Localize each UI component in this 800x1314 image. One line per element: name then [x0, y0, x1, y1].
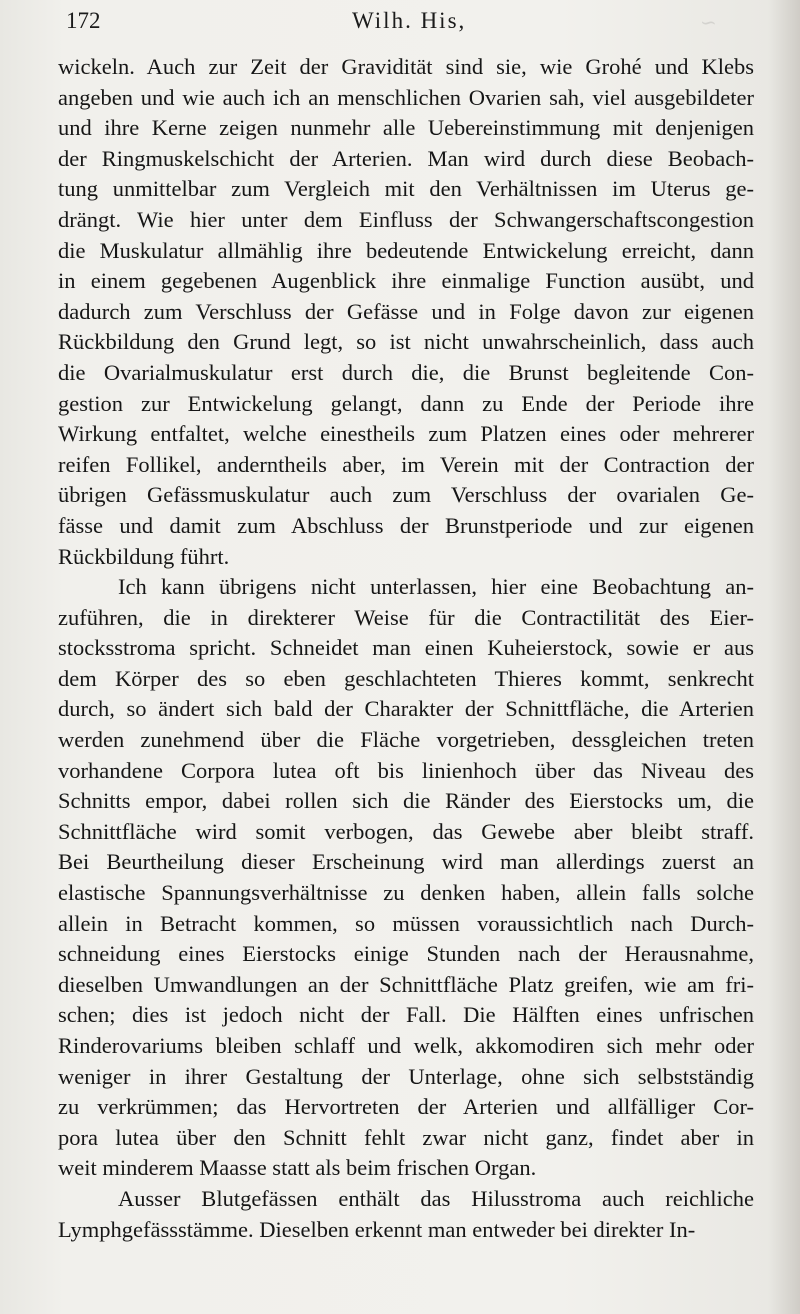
text-line: schneidung eines Eierstocks einige Stunden nach der Herausnahme,: [58, 941, 754, 967]
text-line: Ich kann übrigens nicht unterlassen, hier eine Beobachtung an-: [118, 574, 754, 600]
text-line: die Muskulatur allmählig ihre bedeutende Entwickelung erreicht, dann: [58, 237, 754, 263]
running-header: [66, 8, 760, 38]
text-line: der Ringmuskelschicht der Arterien. Man wird durch diese Beobach-: [58, 145, 754, 171]
text-line: tung unmittelbar zum Vergleich mit den Verhältnissen im Uterus ge-: [58, 176, 754, 202]
text-line: Bei Beurtheilung dieser Erscheinung wird man allerdings zuerst an: [58, 849, 754, 875]
text-line: übrigen Gefässmuskulatur auch zum Verschluss der ovarialen Ge-: [58, 482, 754, 508]
text-line: pora lutea über den Schnitt fehlt zwar nicht ganz, findet aber in: [58, 1124, 754, 1150]
text-line: Rinderovariums bleiben schlaff und welk, akkomodiren sich mehr oder: [58, 1033, 754, 1058]
text-line: dadurch zum Verschluss der Gefässe und in Folge davon zur eigenen: [58, 298, 754, 324]
text-line: weniger in ihrer Gestaltung der Unterlage, ohne sich selbstständig: [58, 1063, 754, 1089]
text-line: weit minderem Maasse statt als beim frischen Organ.: [58, 1155, 537, 1181]
text-line: Lymphgefässstämme. Dieselben erkennt man entweder bei direkter In-: [58, 1216, 696, 1242]
body-text: [58, 52, 754, 1245]
text-line: zu verkrümmen; das Hervortreten der Arterien und allfälliger Cor-: [58, 1094, 754, 1120]
text-line: allein in Betracht kommen, so müssen voraussichtlich nach Durch-: [58, 910, 754, 936]
text-line: Rückbildung den Grund legt, so ist nicht unwahrscheinlich, dass auch: [58, 329, 754, 355]
text-line: durch, so ändert sich bald der Charakter der Schnittfläche, die Arterien: [58, 696, 754, 722]
text-line: dieselben Umwandlungen an der Schnittfläche Platz greifen, wie am fri-: [58, 971, 754, 997]
text-line: in einem gegebenen Augenblick ihre einmalige Function ausübt, und: [58, 268, 754, 294]
text-line: Wirkung entfaltet, welche einestheils zum Platzen eines oder mehrerer: [58, 421, 754, 447]
text-line: Rückbildung führt.: [58, 543, 230, 569]
text-line: schen; dies ist jedoch nicht der Fall. Die Hälften eines unfrischen: [58, 1002, 754, 1028]
text-line: die Ovarialmuskulatur erst durch die, die Brunst begleitende Con-: [58, 359, 754, 385]
text-line: drängt. Wie hier unter dem Einfluss der Schwangerschaftscongestion: [58, 206, 754, 232]
paragraph: [58, 1184, 754, 1245]
running-head-author: Wilh. His,: [352, 8, 467, 33]
text-line: vorhandene Corpora lutea oft bis linienhoch über das Niveau des: [58, 757, 754, 783]
text-line: fässe und damit zum Abschluss der Brunstperiode und zur eigenen: [58, 512, 754, 538]
text-line: reifen Follikel, anderntheils aber, im Verein mit der Contraction der: [58, 451, 754, 477]
text-line: dem Körper des so eben geschlachteten Thieres kommt, senkrecht: [58, 665, 754, 691]
text-line: gestion zur Entwickelung gelangt, dann zu Ende der Periode ihre: [58, 390, 754, 416]
text-line: elastische Spannungsverhältnisse zu denken haben, allein falls solche: [58, 880, 754, 906]
text-line: Schnittfläche wird somit verbogen, das Gewebe aber bleibt straff.: [58, 818, 754, 844]
text-line: wickeln. Auch zur Zeit der Gravidität sind sie, wie Grohé und Klebs: [58, 54, 754, 79]
text-line: stocksstroma spricht. Schneidet man einen Kuheierstock, sowie er aus: [58, 635, 754, 661]
paragraph: [58, 52, 754, 572]
show-through-text: ~: [700, 10, 717, 34]
text-line: Schnitts empor, dabei rollen sich die Ränder des Eierstocks um, die: [58, 788, 754, 814]
text-line: Ausser Blutgefässen enthält das Hilusstroma auch reichliche: [118, 1185, 754, 1211]
paragraph: [58, 572, 754, 1184]
page-number: 172: [66, 8, 101, 33]
text-line: und ihre Kerne zeigen nunmehr alle Uebereinstimmung mit denjenigen: [58, 115, 754, 141]
text-line: angeben und wie auch ich an menschlichen Ovarien sah, viel ausgebildeter: [58, 84, 754, 110]
text-line: werden zunehmend über die Fläche vorgetrieben, dessgleichen treten: [58, 727, 754, 753]
text-line: zuführen, die in direkterer Weise für die Contractilität des Eier-: [58, 604, 754, 630]
